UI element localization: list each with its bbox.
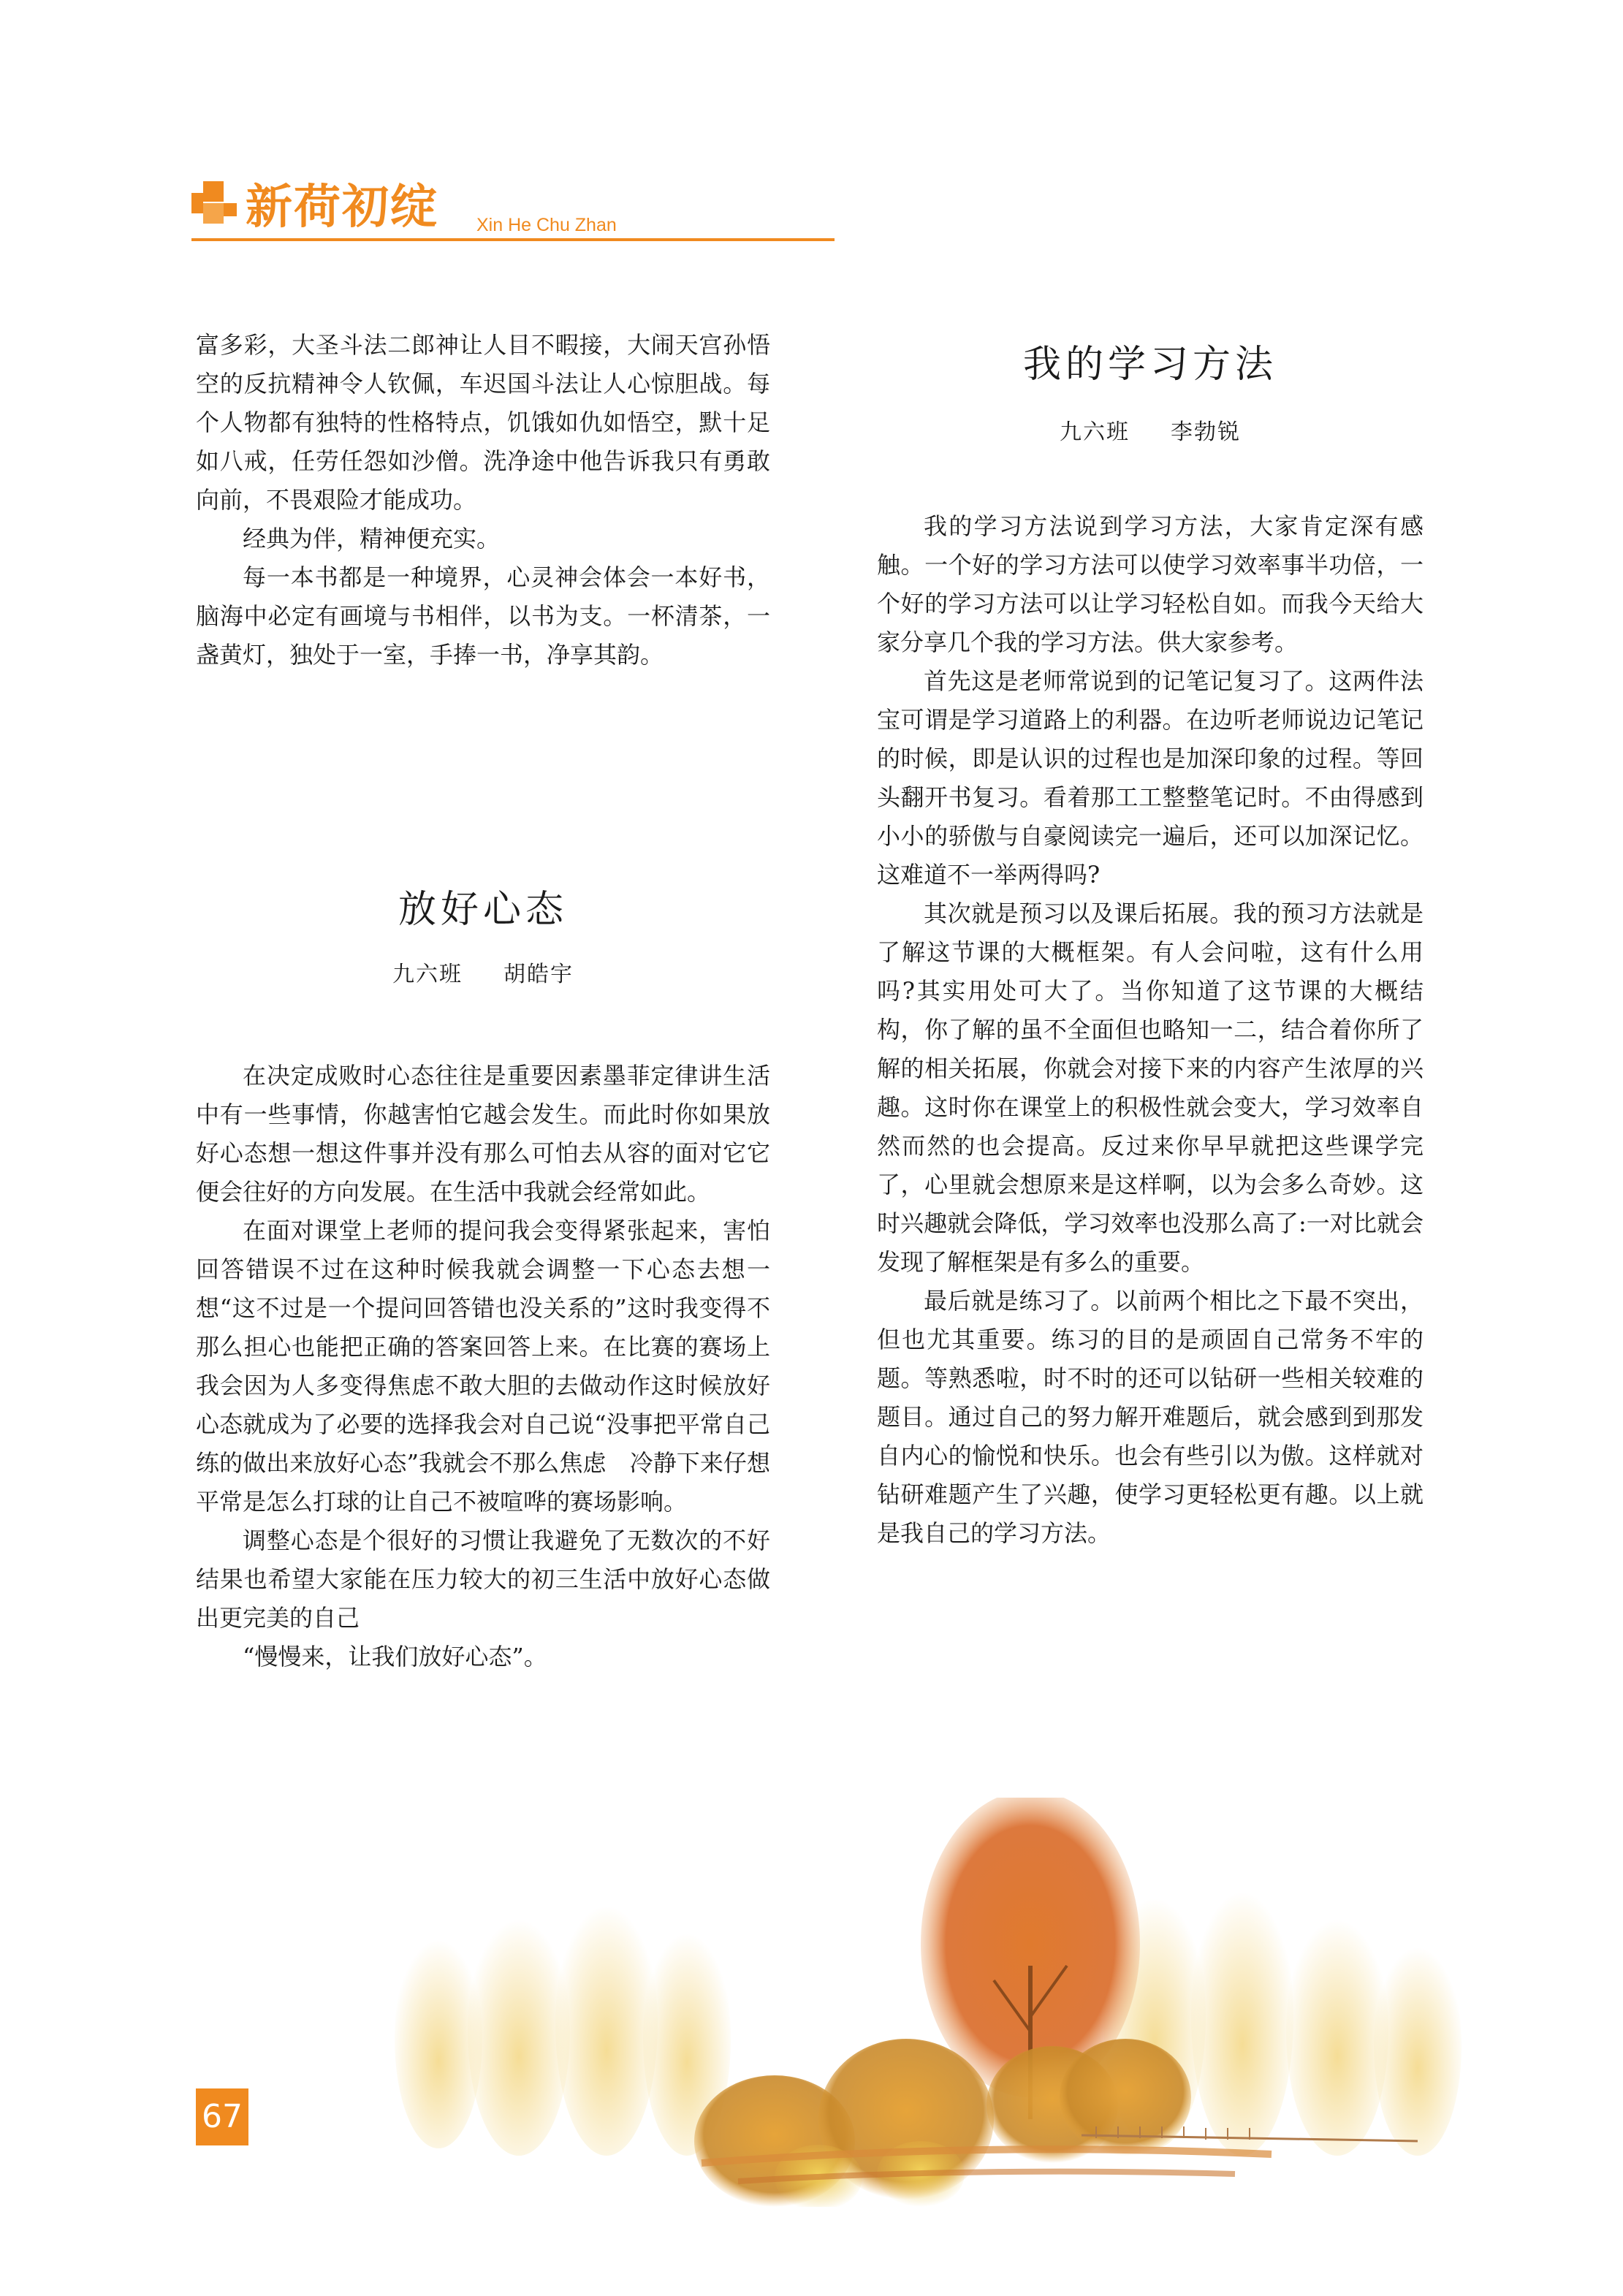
article-body: [196, 1057, 770, 1676]
paragraph: 每一本书都是一种境界，心灵神会体会一本好书，脑海中必定有画境与书相伴，以书为支。一杯清茶，一盏黄灯，独处于一室，手捧一书，净享其韵。: [196, 563, 770, 669]
paragraph: 在面对课堂上老师的提问我会变得紧张起来，害怕回答错误不过在这种时候我就会调整一下心态去想一想“这不过是一个提问回答错也没关系的”这时我变得不那么担心也能把正确的答案回答上来。在比赛的赛场上我会因为人多变得焦虑不敢大胆的去做动作这时候放好心态就成为了必要的选择我会对自己说“没事把平常自己练的做出来放好心态”我就会不那么焦虑 冷静下来仔想平常是怎么打球的让自己不被喧哗的赛场影响。: [196, 1217, 770, 1516]
autumn-trees-illustration: [395, 1798, 1462, 2207]
article-title: 放好心态: [398, 888, 568, 932]
paragraph: 其次就是预习以及课后拓展。我的预习方法就是了解这节课的大概框架。有人会问啦，这有什么用吗?其实用处可大了。当你知道了这节课的大概结构，你了解的虽不全面但也略知一二，结合着你所了解的相关拓展，你就会对接下来的内容产生浓厚的兴趣。这时你在课堂上的积极性就会变大，学习效率自然而然的也会提高。反过来你早早就把这些课学完了，心里就会想原来是这样啊，以为会多么奇妙。这时兴趣就会降低，学习效率也没那么高了:一对比就会发现了解框架是有多么的重要。: [877, 900, 1424, 1276]
article-title: 我的学习方法: [1022, 343, 1277, 387]
author-class: 九六班: [1060, 419, 1130, 445]
author-class: 九六班: [392, 962, 463, 987]
paragraph: “慢慢来，让我们放好心态”。: [243, 1643, 547, 1670]
article-byline: [196, 956, 770, 988]
paragraph: 在决定成败时心态往往是重要因素墨菲定律讲生活中有一些事情，你越害怕它越会发生。而此时你如果放好心态想一想这件事并没有那么可怕去从容的面对它它便会往好的方向发展。在生活中我就会经常如此。: [196, 1062, 770, 1206]
article-body: [877, 507, 1424, 1553]
author-name: 胡皓宇: [503, 962, 574, 987]
paragraph: 我的学习方法说到学习方法，大家肯定深有感触。一个好的学习方法可以使学习效率事半功倍，一个好的学习方法可以让学习轻松自如。而我今天给大家分享几个我的学习方法。供大家参考。: [877, 512, 1424, 656]
section-title: 新荷初绽: [246, 180, 438, 235]
paragraph: 经典为伴，精神便充实。: [243, 525, 501, 552]
paragraph: 富多彩，大圣斗法二郎神让人目不暇接，大闹天宫孙悟空的反抗精神令人钦佩，车迟国斗法让人心惊胆战。每个人物都有独特的性格特点，饥饿如仇如悟空，默十足如八戒，任劳任怨如沙僧。洗净途中他告诉我只有勇敢向前，不畏艰险才能成功。: [196, 331, 770, 514]
paragraph: 最后就是练习了。以前两个相比之下最不突出，但也尤其重要。练习的目的是顽固自己常务不牢的题。等熟悉啦，时不时的还可以钻研一些相关较难的题目。通过自己的努力解开难题后，就会感到到那发自内心的愉悦和快乐。也会有些引以为傲。这样就对钻研难题产生了兴趣，使学习更轻松更有趣。以上就是我自己的学习方法。: [877, 1287, 1424, 1547]
paragraph: 调整心态是个很好的习惯让我避免了无数次的不好结果也希望大家能在压力较大的初三生活中放好心态做出更完美的自己: [196, 1527, 770, 1632]
header-divider: [191, 238, 835, 241]
author-name: 李勃锐: [1171, 419, 1241, 445]
section-subtitle: Xin He Chu Zhan: [476, 215, 617, 235]
article-byline: [877, 414, 1424, 446]
page-number: 67: [196, 2088, 248, 2145]
paragraph: 首先这是老师常说到的记笔记复习了。这两件法宝可谓是学习道路上的利器。在边听老师说边记笔记的时候，即是认识的过程也是加深印象的过程。等回头翻开书复习。看着那工工整整笔记时。不由得感到小小的骄傲与自豪阅读完一遍后，还可以加深记忆。这难道不一举两得吗?: [877, 667, 1424, 889]
section-logo-icon: [191, 181, 237, 227]
continued-article-text: [196, 326, 770, 674]
